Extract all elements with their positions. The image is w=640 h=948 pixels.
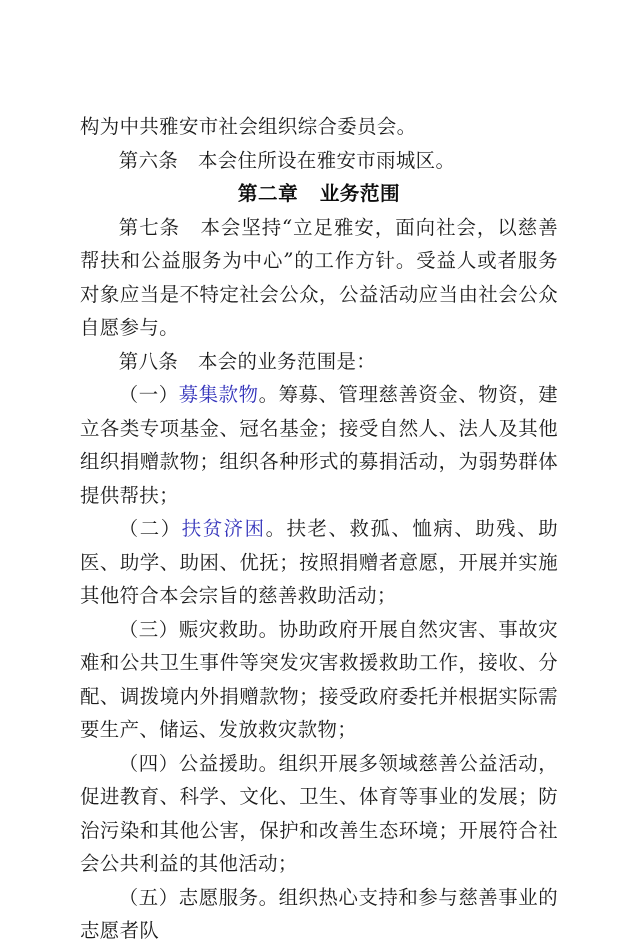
list-item-2-term: 扶贫济困 (181, 517, 266, 540)
list-item-4-term: 公益援助 (178, 751, 259, 775)
chapter-heading-label: 第二章 (237, 182, 299, 205)
list-item-4 (80, 747, 558, 881)
list-item-5 (80, 881, 558, 948)
list-item-1-marker: （一） (118, 383, 179, 406)
list-item-4-body: 。组织开展多领域慈善公益活动，促进教育、科学、文化、卫生、体育等事业的发展；防治污染和其他公害，保护和改善生态环境；开展符合社会公共利益的其他活动； (80, 751, 558, 875)
list-item-3-body: 。协助政府开展自然灾害、事故灾难和公共卫生事件等突发灾害救援救助工作，接收、分配、调拨境内外捐赠款物；接受政府委托并根据实际需要生产、储运、发放救灾款物； (80, 617, 558, 741)
chapter-heading-title: 业务范围 (319, 182, 401, 205)
paragraph-carryover-text: 构为中共雅安市社会组织综合委员会。 (80, 115, 417, 138)
paragraph-article-7 (80, 211, 558, 345)
list-item-2-body: 。扶老、救孤、恤病、助残、助医、助学、助困、优抚；按照捐赠者意愿，开展并实施其他符合本会宗旨的慈善救助活动； (80, 517, 559, 607)
list-item-3-marker: （三） (118, 617, 179, 641)
list-item-1 (80, 378, 558, 512)
list-item-5-body: 。组织热心支持和参与慈善事业的志愿者队 (80, 885, 558, 942)
document-text-column (80, 110, 558, 948)
paragraph-article-8 (80, 345, 558, 379)
paragraph-article-8-text: 第八条 本会的业务范围是： (118, 349, 377, 373)
list-item-5-term: 志愿服务 (178, 885, 259, 909)
list-item-1-term: 募集款物 (178, 383, 259, 406)
paragraph-article-7-text: 第七条 本会坚持“立足雅安，面向社会，以慈善帮扶和公益服务为中心”的工作方针。受益人或者服务对象应当是不特定社会公众，公益活动应当由社会公众自愿参与。 (80, 215, 558, 339)
paragraph-article-6 (80, 144, 558, 178)
list-item-5-marker: （五） (118, 885, 179, 909)
list-item-2-marker: （二） (118, 517, 182, 540)
chapter-heading (80, 177, 558, 211)
list-item-2 (80, 512, 558, 613)
list-item-1-body: 。筹募、管理慈善资金、物资，建立各类专项基金、冠名基金；接受自然人、法人及其他组织捐赠款物；组织各种形式的募捐活动，为弱势群体提供帮扶； (80, 383, 558, 507)
paragraph-carryover (80, 110, 558, 144)
list-item-4-marker: （四） (118, 751, 179, 775)
paragraph-article-6-text: 第六条 本会住所设在雅安市雨城区。 (118, 148, 456, 172)
list-item-3 (80, 613, 558, 747)
list-item-3-term: 赈灾救助 (178, 617, 259, 641)
